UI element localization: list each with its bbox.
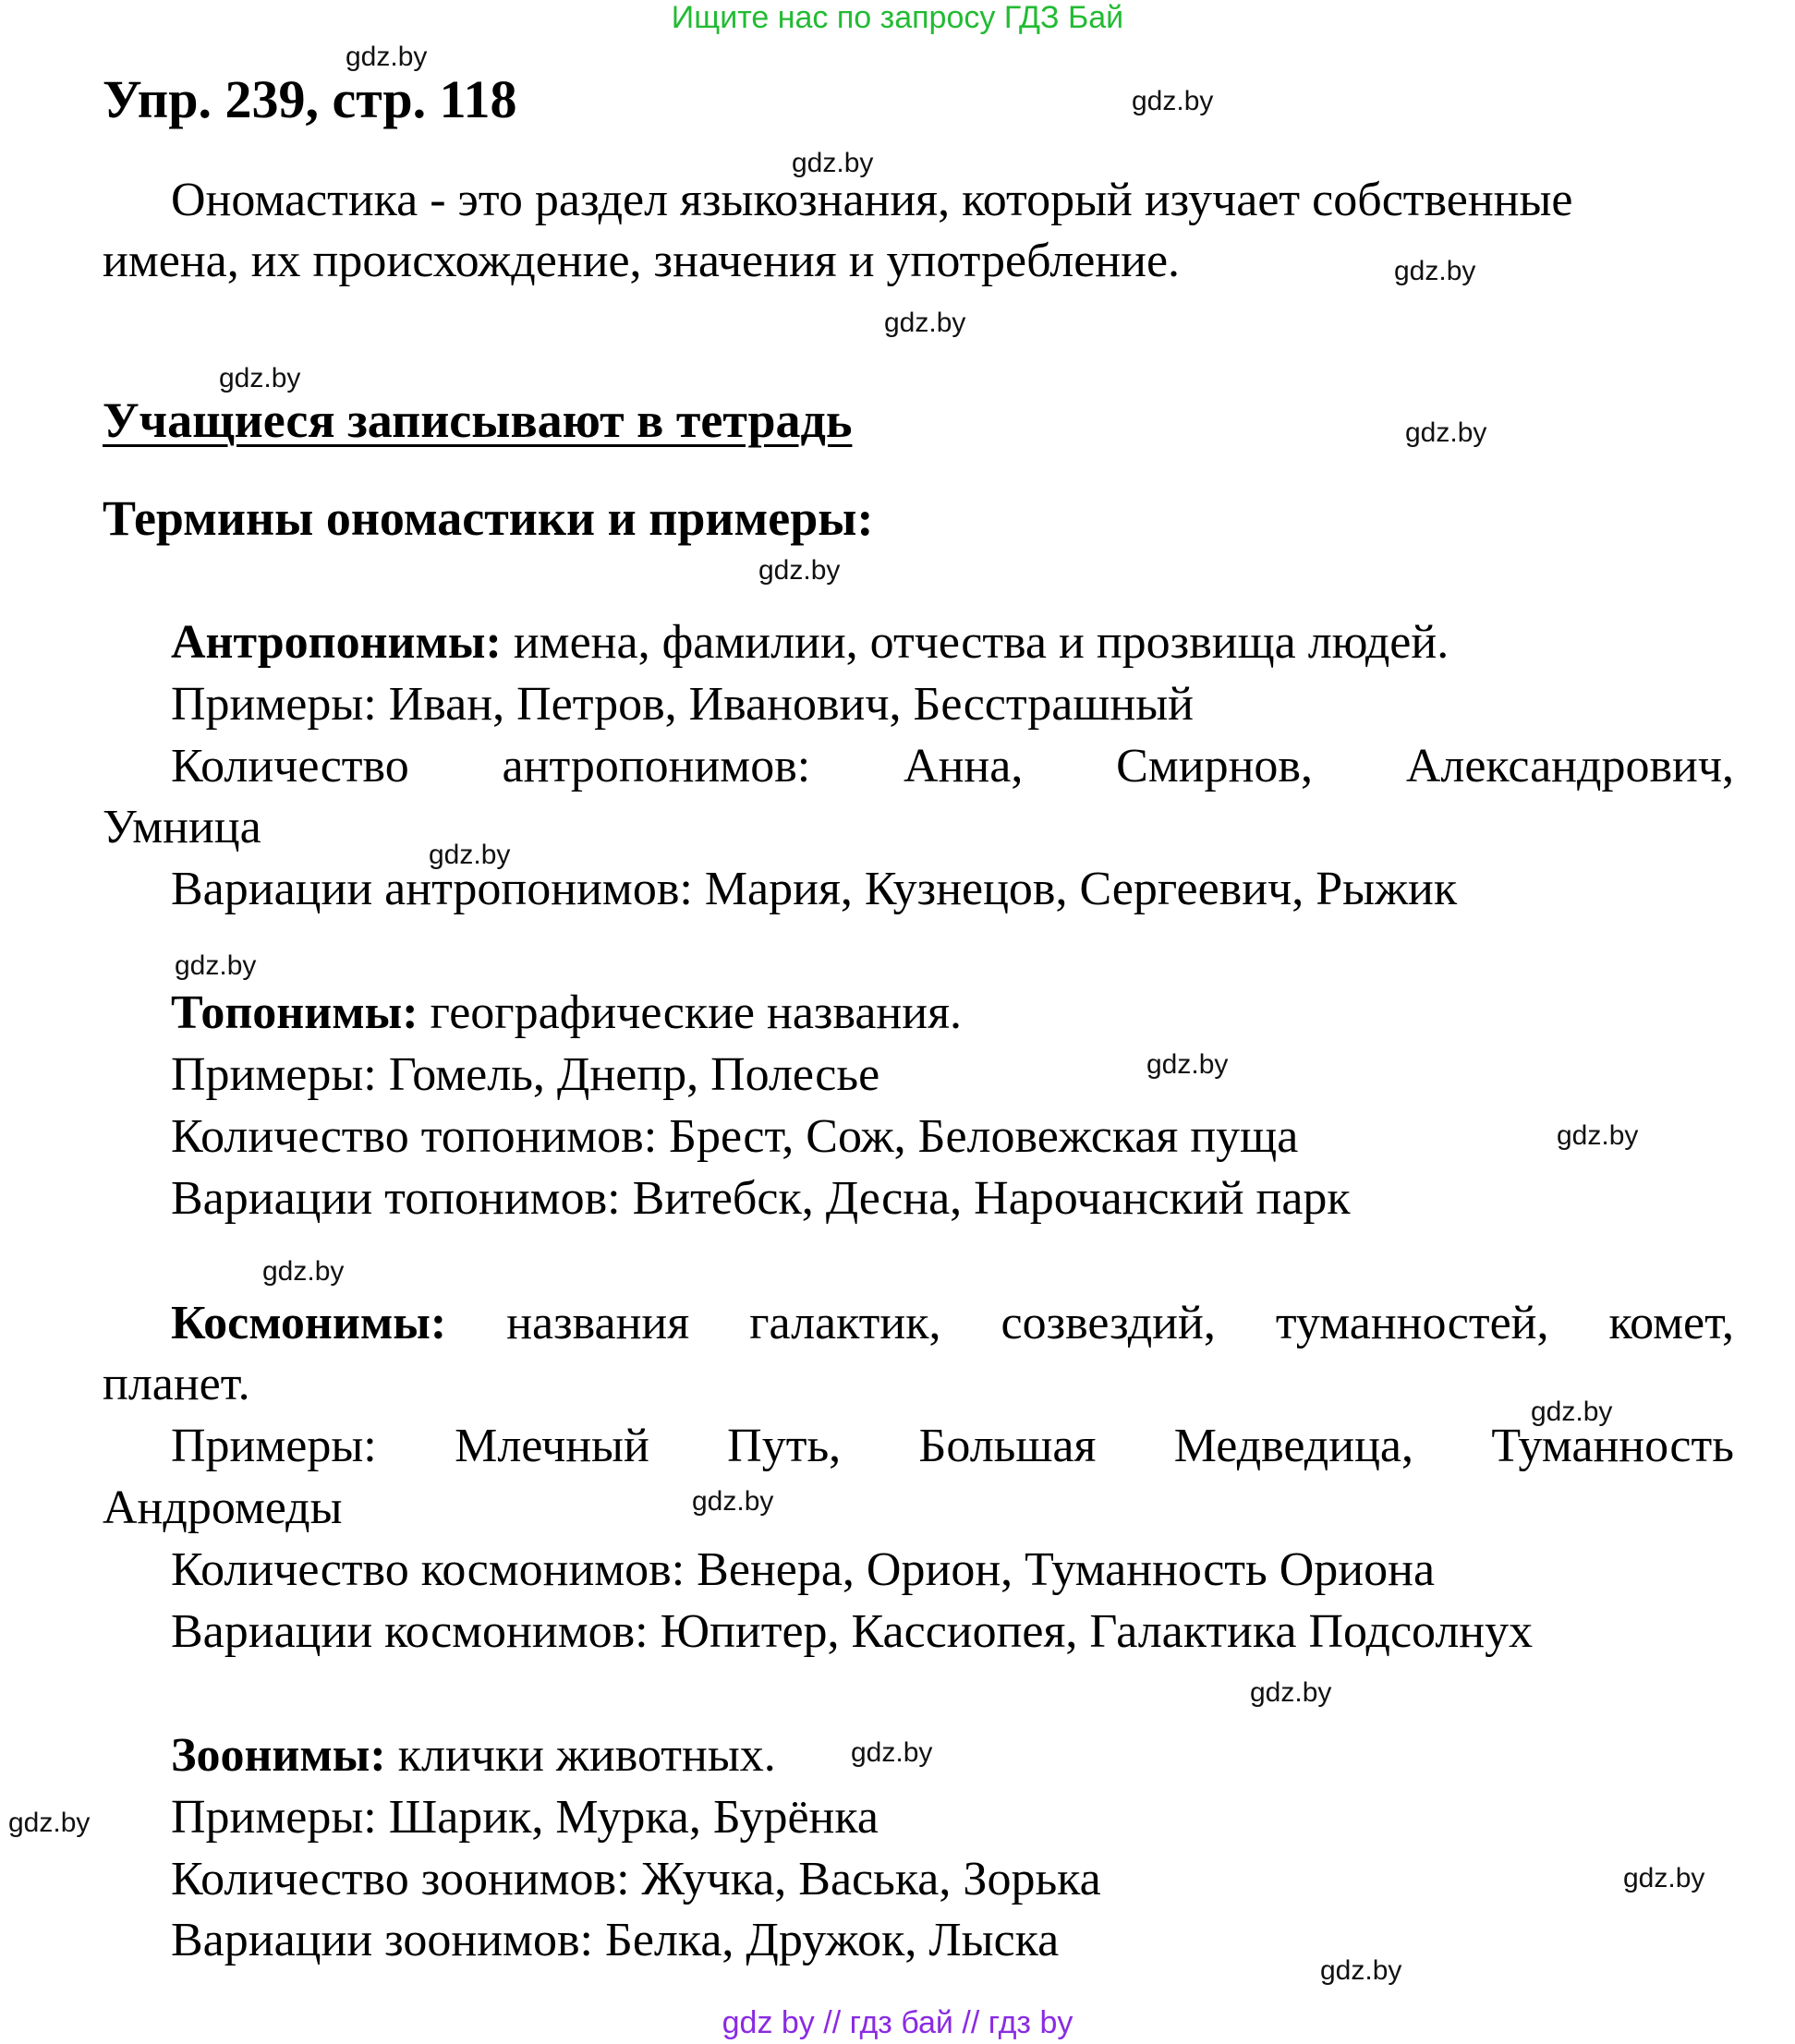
anthroponyms-count-word: Анна, xyxy=(904,740,1024,792)
anthroponyms-examples: Примеры: Иван, Петров, Иванович, Бесстрашный xyxy=(171,678,1194,731)
watermark: gdz.by xyxy=(1132,86,1214,116)
watermark: gdz.by xyxy=(758,555,841,586)
zoonyms-definition-line xyxy=(171,1728,776,1784)
watermark: gdz.by xyxy=(851,1737,933,1768)
toponyms-definition: географические названия. xyxy=(430,986,962,1039)
cosmonyms-examples-word: Примеры: xyxy=(171,1420,377,1472)
watermark: gdz.by xyxy=(1146,1049,1229,1080)
watermark: gdz.by xyxy=(1557,1120,1639,1151)
terms-heading: Термины ономастики и примеры: xyxy=(103,490,874,546)
anthroponyms-count-word: Смирнов, xyxy=(1116,740,1313,792)
anthroponyms-count-word: антропонимов: xyxy=(502,740,811,792)
footer-watermark: gdz by // гдз бай // гдз by xyxy=(722,2005,1073,2040)
page-title: Упр. 239, стр. 118 xyxy=(103,69,517,129)
toponyms-count: Количество топонимов: Брест, Сож, Беловежская пуща xyxy=(171,1110,1299,1163)
watermark: gdz.by xyxy=(8,1808,91,1838)
watermark: gdz.by xyxy=(1394,256,1476,286)
toponyms-term: Топонимы: xyxy=(171,986,418,1039)
intro-line-1: Ономастика - это раздел языкознания, который изучает собственные xyxy=(171,174,1573,226)
anthroponyms-variations: Вариации антропонимов: Мария, Кузнецов, Сергеевич, Рыжик xyxy=(171,863,1458,915)
watermark: gdz.by xyxy=(429,840,511,870)
anthroponyms-count-cont: Умница xyxy=(103,801,261,853)
watermark: gdz.by xyxy=(1405,417,1487,448)
watermark: gdz.by xyxy=(346,42,428,72)
cosmonyms-definition-word: комет, xyxy=(1608,1297,1734,1349)
cosmonyms-definition-word: названия xyxy=(506,1297,690,1349)
search-banner: Ищите нас по запросу ГДЗ Бай xyxy=(671,0,1124,35)
toponyms-variations: Вариации топонимов: Витебск, Десна, Нарочанский парк xyxy=(171,1172,1351,1225)
watermark: gdz.by xyxy=(219,363,301,393)
zoonyms-term: Зоонимы: xyxy=(171,1729,386,1782)
cosmonyms-examples-word: Медведица, xyxy=(1173,1420,1413,1472)
cosmonyms-definition-line xyxy=(171,1296,1734,1351)
watermark: gdz.by xyxy=(792,148,874,178)
watermark: gdz.by xyxy=(1250,1677,1332,1708)
zoonyms-examples: Примеры: Шарик, Мурка, Бурёнка xyxy=(171,1791,879,1844)
cosmonyms-examples-word: Туманность xyxy=(1491,1420,1734,1472)
toponyms-examples: Примеры: Гомель, Днепр, Полесье xyxy=(171,1048,880,1101)
zoonyms-variations: Вариации зоонимов: Белка, Дружок, Лыска xyxy=(171,1914,1060,1966)
watermark: gdz.by xyxy=(884,308,966,338)
watermark: gdz.by xyxy=(1623,1863,1705,1893)
toponyms-definition-line xyxy=(171,986,962,1041)
cosmonyms-definition-word: созвездий, xyxy=(1001,1297,1216,1349)
anthroponyms-term: Антропонимы: xyxy=(171,616,502,669)
anthroponyms-count-word: Количество xyxy=(171,740,409,792)
cosmonyms-count: Количество космонимов: Венера, Орион, Туманность Ориона xyxy=(171,1543,1436,1596)
cosmonyms-definition-word: галактик, xyxy=(749,1297,941,1349)
anthroponyms-count-line xyxy=(171,739,1734,794)
cosmonyms-examples-cont: Андромеды xyxy=(103,1482,343,1534)
watermark: gdz.by xyxy=(1531,1397,1613,1427)
zoonyms-definition: клички животных. xyxy=(397,1729,776,1782)
anthroponyms-count-word: Александрович, xyxy=(1405,740,1734,792)
watermark: gdz.by xyxy=(175,950,257,981)
cosmonyms-variations: Вариации космонимов: Юпитер, Кассиопея, Галактика Подсолнух xyxy=(171,1605,1534,1658)
cosmonyms-term: Космонимы: xyxy=(171,1297,447,1349)
watermark: gdz.by xyxy=(1320,1955,1402,1986)
watermark: gdz.by xyxy=(692,1486,774,1517)
intro-line-2: имена, их происхождение, значения и употребление. xyxy=(103,235,1181,287)
cosmonyms-examples-word: Большая xyxy=(918,1420,1097,1472)
watermark: gdz.by xyxy=(262,1256,345,1287)
cosmonyms-examples-line xyxy=(171,1419,1734,1474)
notebook-heading: Учащиеся записывают в тетрадь xyxy=(103,393,853,448)
cosmonyms-definition-cont: планет. xyxy=(103,1358,250,1410)
cosmonyms-examples-word: Млечный xyxy=(455,1420,649,1472)
anthroponyms-definition-line xyxy=(171,615,1449,671)
cosmonyms-definition-word: туманностей, xyxy=(1275,1297,1549,1349)
cosmonyms-examples-word: Путь, xyxy=(727,1420,842,1472)
anthroponyms-definition: имена, фамилии, отчества и прозвища людей. xyxy=(513,616,1449,669)
zoonyms-count: Количество зоонимов: Жучка, Васька, Зорька xyxy=(171,1853,1101,1905)
